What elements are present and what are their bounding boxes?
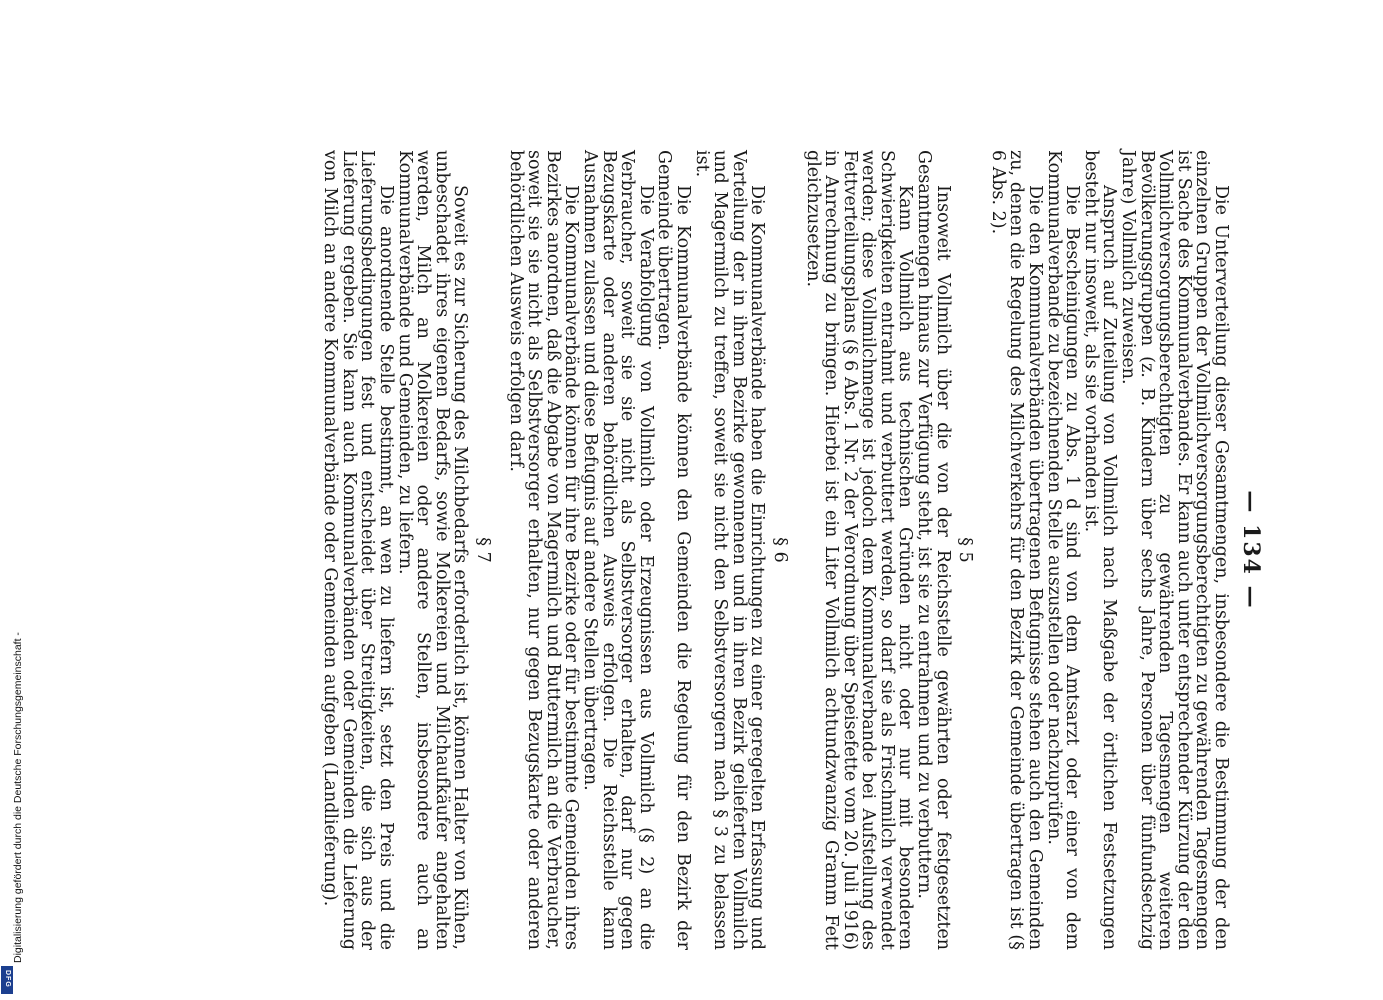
paragraph: Anspruch auf Zuteilung von Vollmilch nach Maßgabe der örtlichen Festsetzungen besteht nur insoweit, als sie vorhanden ist. bbox=[1080, 150, 1120, 950]
intro-block bbox=[988, 150, 1230, 950]
paragraph: Kann Vollmilch aus technischen Gründen nicht oder nur mit besonderen Schwierigkeiten entrahmt und verbuttert werden, so darf sie als Frischmilch verwendet werden; diese Vollmilchmenge ist jedoch dem Kommunalverbande bei Aufstellung des Fettverteilungsplans (§ 6 Abs. 1 Nr. 2 der Verordnung über Speisefette vom 20. Juli 1916) in Anrechnung zu bringen. Hierbei ist ein Liter Vollmilch achtundzwanzig Gramm Fett gleichzusetzen. bbox=[802, 150, 916, 950]
paragraph: Die Verabfolgung von Vollmilch oder Erzeugnissen aus Vollmilch (§ 2) an die Verbraucher, soweit sie sie nicht als Selbstversorger erhalten, darf nur gegen Bezugskarte oder anderen behördlichen Ausweis erfolgen. Die Reichsstelle kann Ausnahmen zulassen und diese Befugnis auf andere Stellen übertragen. bbox=[580, 150, 656, 950]
paragraph: Die Kommunalverbände können den Gemeinden die Regelung für den Bezirk der Gemeinde übertragen. bbox=[654, 150, 693, 950]
paragraph: Die den Kommunalverbänden übertragenen Befugnisse stehen auch den Gemeinden zu, denen die Regelung des Milchverkehrs für den Bezirk der Gemeinde übertragen ist (§ 6 Abs. 2). bbox=[987, 150, 1046, 950]
dfg-logo bbox=[1, 966, 13, 994]
paragraph: Die anordnende Stelle bestimmt, an wen zu liefern ist, setzt den Preis und die Lieferungsbedingungen fest und entscheidet über Streitigkeiten, die sich aus der Lieferung ergeben. Sie kann auch Kommunalverbänden oder Gemeinden die Lieferung von Milch an andere Kommunalverbände oder Gemeinden aufgeben (Landlieferung). bbox=[320, 150, 397, 950]
dfg-logo-text: DFG bbox=[4, 970, 11, 988]
paragraph: Soweit es zur Sicherung des Milchbedarfs erforderlich ist, können Halter von Kühen, unbeschadet ihres eigenen Bedarfs, sowie Molkereien und Milchaufkäufer angehalten werden, Milch an Molkereien oder andere Stellen, insbesondere auch an Kommunalverbände und Gemeinden, zu liefern. bbox=[394, 150, 471, 950]
paragraph: Die Unterverteilung dieser Gesamtmengen, insbesondere die Bestimmung der den einzelnen Gruppen der Vollmilchversorgungsberechtigten zu gewährenden Tagesmengen ist Sache des Kommunalverbandes. Er kann auch unter entsprechender Kürzung der den Vollmilchversorgungsberechtigten zu gewährenden Tagesmengen weiteren Bevölkerungsgruppen (z. B. Kindern über sechs Jahre, Personen über fünfundsechzig Jahre) Vollmilch zuweisen. bbox=[1118, 150, 1231, 950]
paragraph: Die Bescheinigungen zu Abs. 1 d sind von dem Amtsarzt oder einer von dem Kommunalverbande zu bezeichnenden Stelle auszustellen oder nachzuprüfen. bbox=[1043, 150, 1083, 950]
section-7 bbox=[321, 150, 492, 950]
section-5 bbox=[803, 150, 974, 950]
credit-text: Digitalisierung gefördert durch die Deutsche Forschungsgemeinschaft - bbox=[12, 632, 24, 963]
section-heading: § 5 bbox=[955, 537, 976, 563]
paragraph: Insoweit Vollmilch über die von der Reichsstelle gewährten oder festgesetzten Gesamtmengen hinaus zur Verfügung steht, ist sie zu entrahmen und zu verbuttern. bbox=[914, 150, 953, 950]
digitization-credit bbox=[0, 0, 24, 1000]
rotated-page-content bbox=[320, 150, 1264, 950]
section-heading: § 7 bbox=[473, 537, 494, 563]
section-6 bbox=[506, 150, 789, 950]
page-number: — 134 — bbox=[1238, 490, 1264, 610]
section-heading: § 6 bbox=[769, 537, 790, 563]
paragraph: Die Kommunalverbände haben die Einrichtungen zu einer geregelten Erfassung und Verteilung der in ihrem Bezirke gewonnenen und in ihren Bezirk gelieferten Vollmilch und Magermilch zu treffen, soweit sie nicht den Selbstversorgern nach § 3 zu belassen ist. bbox=[691, 150, 768, 950]
paragraph: Die Kommunalverbände können für ihre Bezirke oder für bestimmte Gemeinden ihres Bezirkes anordnen, daß die Abgabe von Magermilch und Buttermilch an die Verbraucher, soweit sie sie nicht als Selbstversorger erhalten, nur gegen Bezugskarte oder anderen behördlichen Ausweis erfolgen darf. bbox=[505, 150, 582, 950]
